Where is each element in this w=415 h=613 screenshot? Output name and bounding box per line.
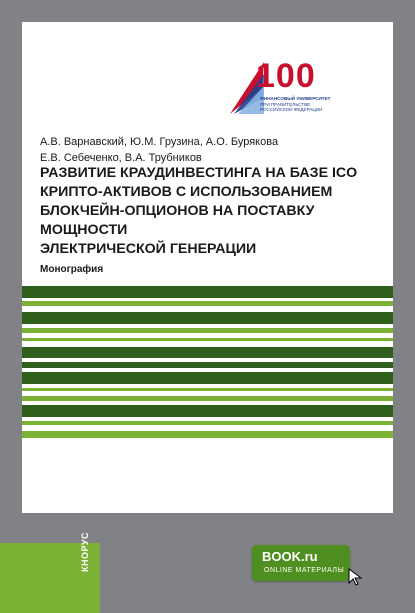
publisher-vertical-name: КНОРУС xyxy=(80,532,90,572)
stripe xyxy=(22,431,393,438)
logo-line-3: РОССИЙСКОЙ ФЕДЕРАЦИИ xyxy=(260,107,323,112)
stripe xyxy=(22,388,393,391)
logo-line-1: ФИНАНСОВЫЙ УНИВЕРСИТЕТ xyxy=(260,96,331,101)
bookru-title: BOOK.ru xyxy=(262,549,318,564)
bookru-badge[interactable] xyxy=(252,545,350,581)
stripe xyxy=(22,405,393,417)
logo-line-2: ПРИ ПРАВИТЕЛЬСТВЕ xyxy=(260,102,311,107)
book-title xyxy=(40,164,385,259)
title-line-4: ЭЛЕКТРИЧЕСКОЙ ГЕНЕРАЦИИ xyxy=(40,241,257,257)
authors-line-2: Е.В. Себеченко, В.А. Трубников xyxy=(40,152,202,164)
title-line-2: КРИПТО-АКТИВОВ С ИСПОЛЬЗОВАНИЕМ xyxy=(40,184,333,200)
frame-top xyxy=(0,0,415,22)
stripe xyxy=(22,328,393,333)
stripe xyxy=(22,347,393,358)
title-line-1: РАЗВИТИЕ КРАУДИНВЕСТИНГА НА БАЗЕ ICO xyxy=(40,165,358,181)
stripe xyxy=(22,312,393,324)
university-logo xyxy=(232,58,334,116)
authors-line-1: А.В. Варнавский, Ю.М. Грузина, А.О. Бурякова xyxy=(40,136,279,148)
stripe xyxy=(22,372,393,384)
title-line-3: БЛОКЧЕЙН-ОПЦИОНОВ НА ПОСТАВКУ МОЩНОСТИ xyxy=(40,203,315,238)
cursor-arrow-icon xyxy=(348,568,364,586)
stripe xyxy=(22,338,393,341)
stripe xyxy=(22,396,393,401)
logo-number: 100 xyxy=(256,57,316,95)
authors xyxy=(40,134,400,166)
book-genre: Монография xyxy=(40,264,104,275)
stripe xyxy=(22,421,393,425)
stripe xyxy=(22,362,393,368)
stripe xyxy=(22,301,393,306)
stripe xyxy=(22,286,393,298)
bookru-subtitle: ONLINE МАТЕРИАЛЫ xyxy=(264,567,345,574)
